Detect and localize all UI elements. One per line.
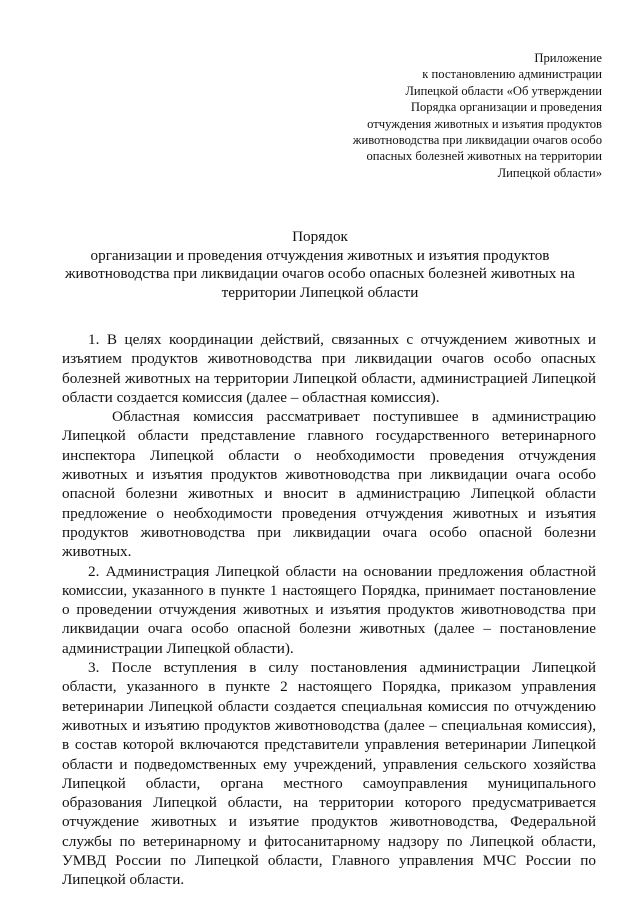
text-line: Липецкой области представление главного государственного ветеринарного [62,427,596,445]
text-line: инспектора Липецкой области о необходимости проведения отчуждения [62,446,596,464]
text-line: УМВД России по Липецкой области, Главного управления МЧС России по [62,852,596,870]
text-line: Липецкой области, органа местного самоуправления муниципального [62,774,596,792]
paragraph-4 [62,658,596,890]
text-line: администрации Липецкой области). [62,639,294,657]
paragraph-3 [62,562,596,658]
appendix-line: к постановлению администрации [422,67,602,82]
appendix-header [272,50,602,181]
appendix-line: опасных болезней животных на территории [366,149,602,164]
text-line: опасной болезни животных и вносит в администрацию Липецкой области [62,485,596,503]
text-line: 2. Администрация Липецкой области на основании предложения областной [88,562,596,580]
text-line: Липецкой области. [62,871,185,889]
text-line: о проведении отчуждения животных и изъятия продуктов животноводства при [62,601,596,619]
appendix-line: Приложение [534,51,602,65]
title-heading: Порядок [292,228,348,245]
text-line: области и подведомственных ему учреждений, управления сельского хозяйства [62,755,596,773]
document-body [62,330,596,890]
text-line: предложение о необходимости проведения отчуждения животных и изъятия [62,504,596,522]
paragraph-1 [62,330,596,407]
text-line: отчуждение животных и изъятие продуктов животноводства, Федеральной [62,813,596,831]
text-line: животных и изъятию продуктов животноводства (далее – специальная комиссия), [62,716,596,734]
document-title [60,228,580,302]
text-line: 3. После вступления в силу постановления администрации Липецкой [88,659,596,677]
text-line: 1. В целях координации действий, связанных с отчуждением животных и [88,331,596,348]
appendix-line: животноводства при ликвидации очагов особо [352,133,602,148]
title-line: организации и проведения отчуждения животных и изъятия продуктов [90,246,550,264]
appendix-line: Липецкой области» [497,165,602,180]
text-line: болезней животных на территории Липецкой области, администрацией Липецкой [62,369,596,387]
text-line: области, указанного в пункте 2 настоящего Порядка, приказом управления [62,678,596,696]
title-line: территории Липецкой области [221,283,419,301]
appendix-line: Порядка организации и проведения [410,100,602,115]
text-line: области создается комиссия (далее – областная комиссия). [62,388,440,406]
text-line: Областная комиссия рассматривает поступившее в администрацию [112,408,596,426]
text-line: ликвидации очага особо опасной болезни животных (далее – постановление [62,620,596,638]
text-line: продуктов животноводства при ликвидации очага особо опасной болезни [62,523,596,541]
paragraph-2 [62,407,596,561]
text-line: в состав которой включаются представители управления ветеринарии Липецкой [62,736,596,754]
text-line: образования Липецкой области, на территории которого предусматривается [62,794,596,812]
text-line: службы по ветеринарному и фитосанитарному надзору по Липецкой области, [62,832,596,850]
text-line: животных. [62,543,132,561]
text-line: ветеринарии Липецкой области создается специальная комиссия по отчуждению [62,697,596,715]
title-line: животноводства при ликвидации очагов особо опасных болезней животных на [64,265,576,282]
text-line: изъятием продуктов животноводства при ликвидации очагов особо опасных [62,350,596,368]
text-line: комиссии, указанного в пункте 1 настоящего Порядка, принимает постановление [62,581,596,599]
appendix-line: отчуждения животных и изъятия продуктов [367,116,602,131]
appendix-line: Липецкой области «Об утверждении [405,83,602,98]
text-line: животных и изъятия продуктов животноводства при ликвидации очага особо [62,466,596,484]
